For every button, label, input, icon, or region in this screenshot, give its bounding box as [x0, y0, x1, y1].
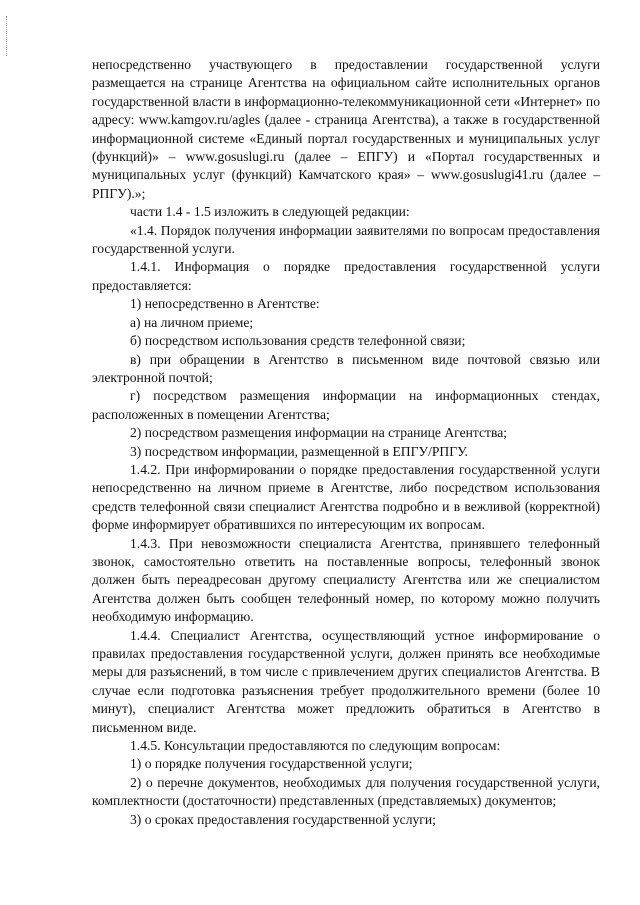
- paragraph: г) посредством размещения информации на информационных стендах, расположенных в помещении Агентства;: [92, 388, 600, 422]
- paragraph: 1) о порядке получения государственной услуги;: [130, 756, 413, 772]
- paragraph: 1.4.3. При невозможности специалиста Агентства, принявшего телефонный звонок, самостоятельно ответить на поставленные вопросы, телефонный звонок должен быть переадресован другому специалисту Агентства или же специалистом Агентства должен быть сообщен телефонный номер, по которому можно получить необходимую информацию.: [92, 535, 600, 625]
- paragraph: 3) о сроках предоставления государственной услуги;: [130, 811, 436, 827]
- paragraph: 2) посредством размещения информации на странице Агентства;: [130, 425, 508, 441]
- paragraph: 1.4.1. Информация о порядке предоставления государственной услуги предоставляется:: [92, 259, 600, 293]
- paragraph: 2) о перечне документов, необходимых для получения государственной услуги, комплектности (достаточности) представленных (представляемых) документов;: [92, 774, 600, 809]
- paragraph: 1) непосредственно в Агентстве:: [130, 296, 320, 312]
- paragraph: части 1.4 - 1.5 изложить в следующей редакции:: [130, 204, 410, 220]
- paragraph: 1.4.2. При информировании о порядке предоставления государственной услуги непосредственно на личном приеме в Агентстве, либо посредством использования средств телефонной связи специалист Агентства подробно и в вежливой (корректной) форме информирует обратившихся по интересующим их вопросам.: [92, 461, 600, 533]
- paragraph: 3) посредством информации, размещенной в ЕПГУ/РПГУ.: [130, 443, 468, 459]
- paragraph: а) на личном приеме;: [130, 314, 254, 330]
- margin-mark: [6, 16, 11, 56]
- paragraph: в) при обращении в Агентство в письменном виде почтовой связью или электронной почтой;: [92, 351, 600, 385]
- paragraph: 1.4.4. Специалист Агентства, осуществляющий устное информирование о правилах предоставления государственной услуги, должен принять все необходимые меры для разъяснений, в том числе с привлечением других специалистов Агентства. В случае если подготовка разъяснения требует продолжительного времени (более 10 минут), специалист Агентства может предложить обратиться в Агентство в письменном виде.: [92, 627, 600, 735]
- paragraph: б) посредством использования средств телефонной связи;: [130, 333, 466, 349]
- paragraph: 1.4.5. Консультации предоставляются по следующим вопросам:: [130, 738, 501, 754]
- paragraph: непосредственно участвующего в предоставлении государственной услуги размещается на странице Агентства на официальном сайте исполнительных органов государственной власти в информационно-телекоммуникационной сети «Интернет» по адресу: www.kamgov.ru/agles (далее - страница Агентства), а также в государственной информационной системе «Единый портал государственных и муниципальных услуг (функций)» – www.gosuslugi.ru (далее – ЕПГУ) и «Портал государственных и муниципальных услуг (функций) Камчатского края» – www.gosuslugi41.ru (далее – РПГУ).»;: [92, 57, 600, 201]
- document-body: [92, 56, 600, 829]
- paragraph: «1.4. Порядок получения информации заявителями по вопросам предоставления государственной услуги.: [92, 222, 600, 257]
